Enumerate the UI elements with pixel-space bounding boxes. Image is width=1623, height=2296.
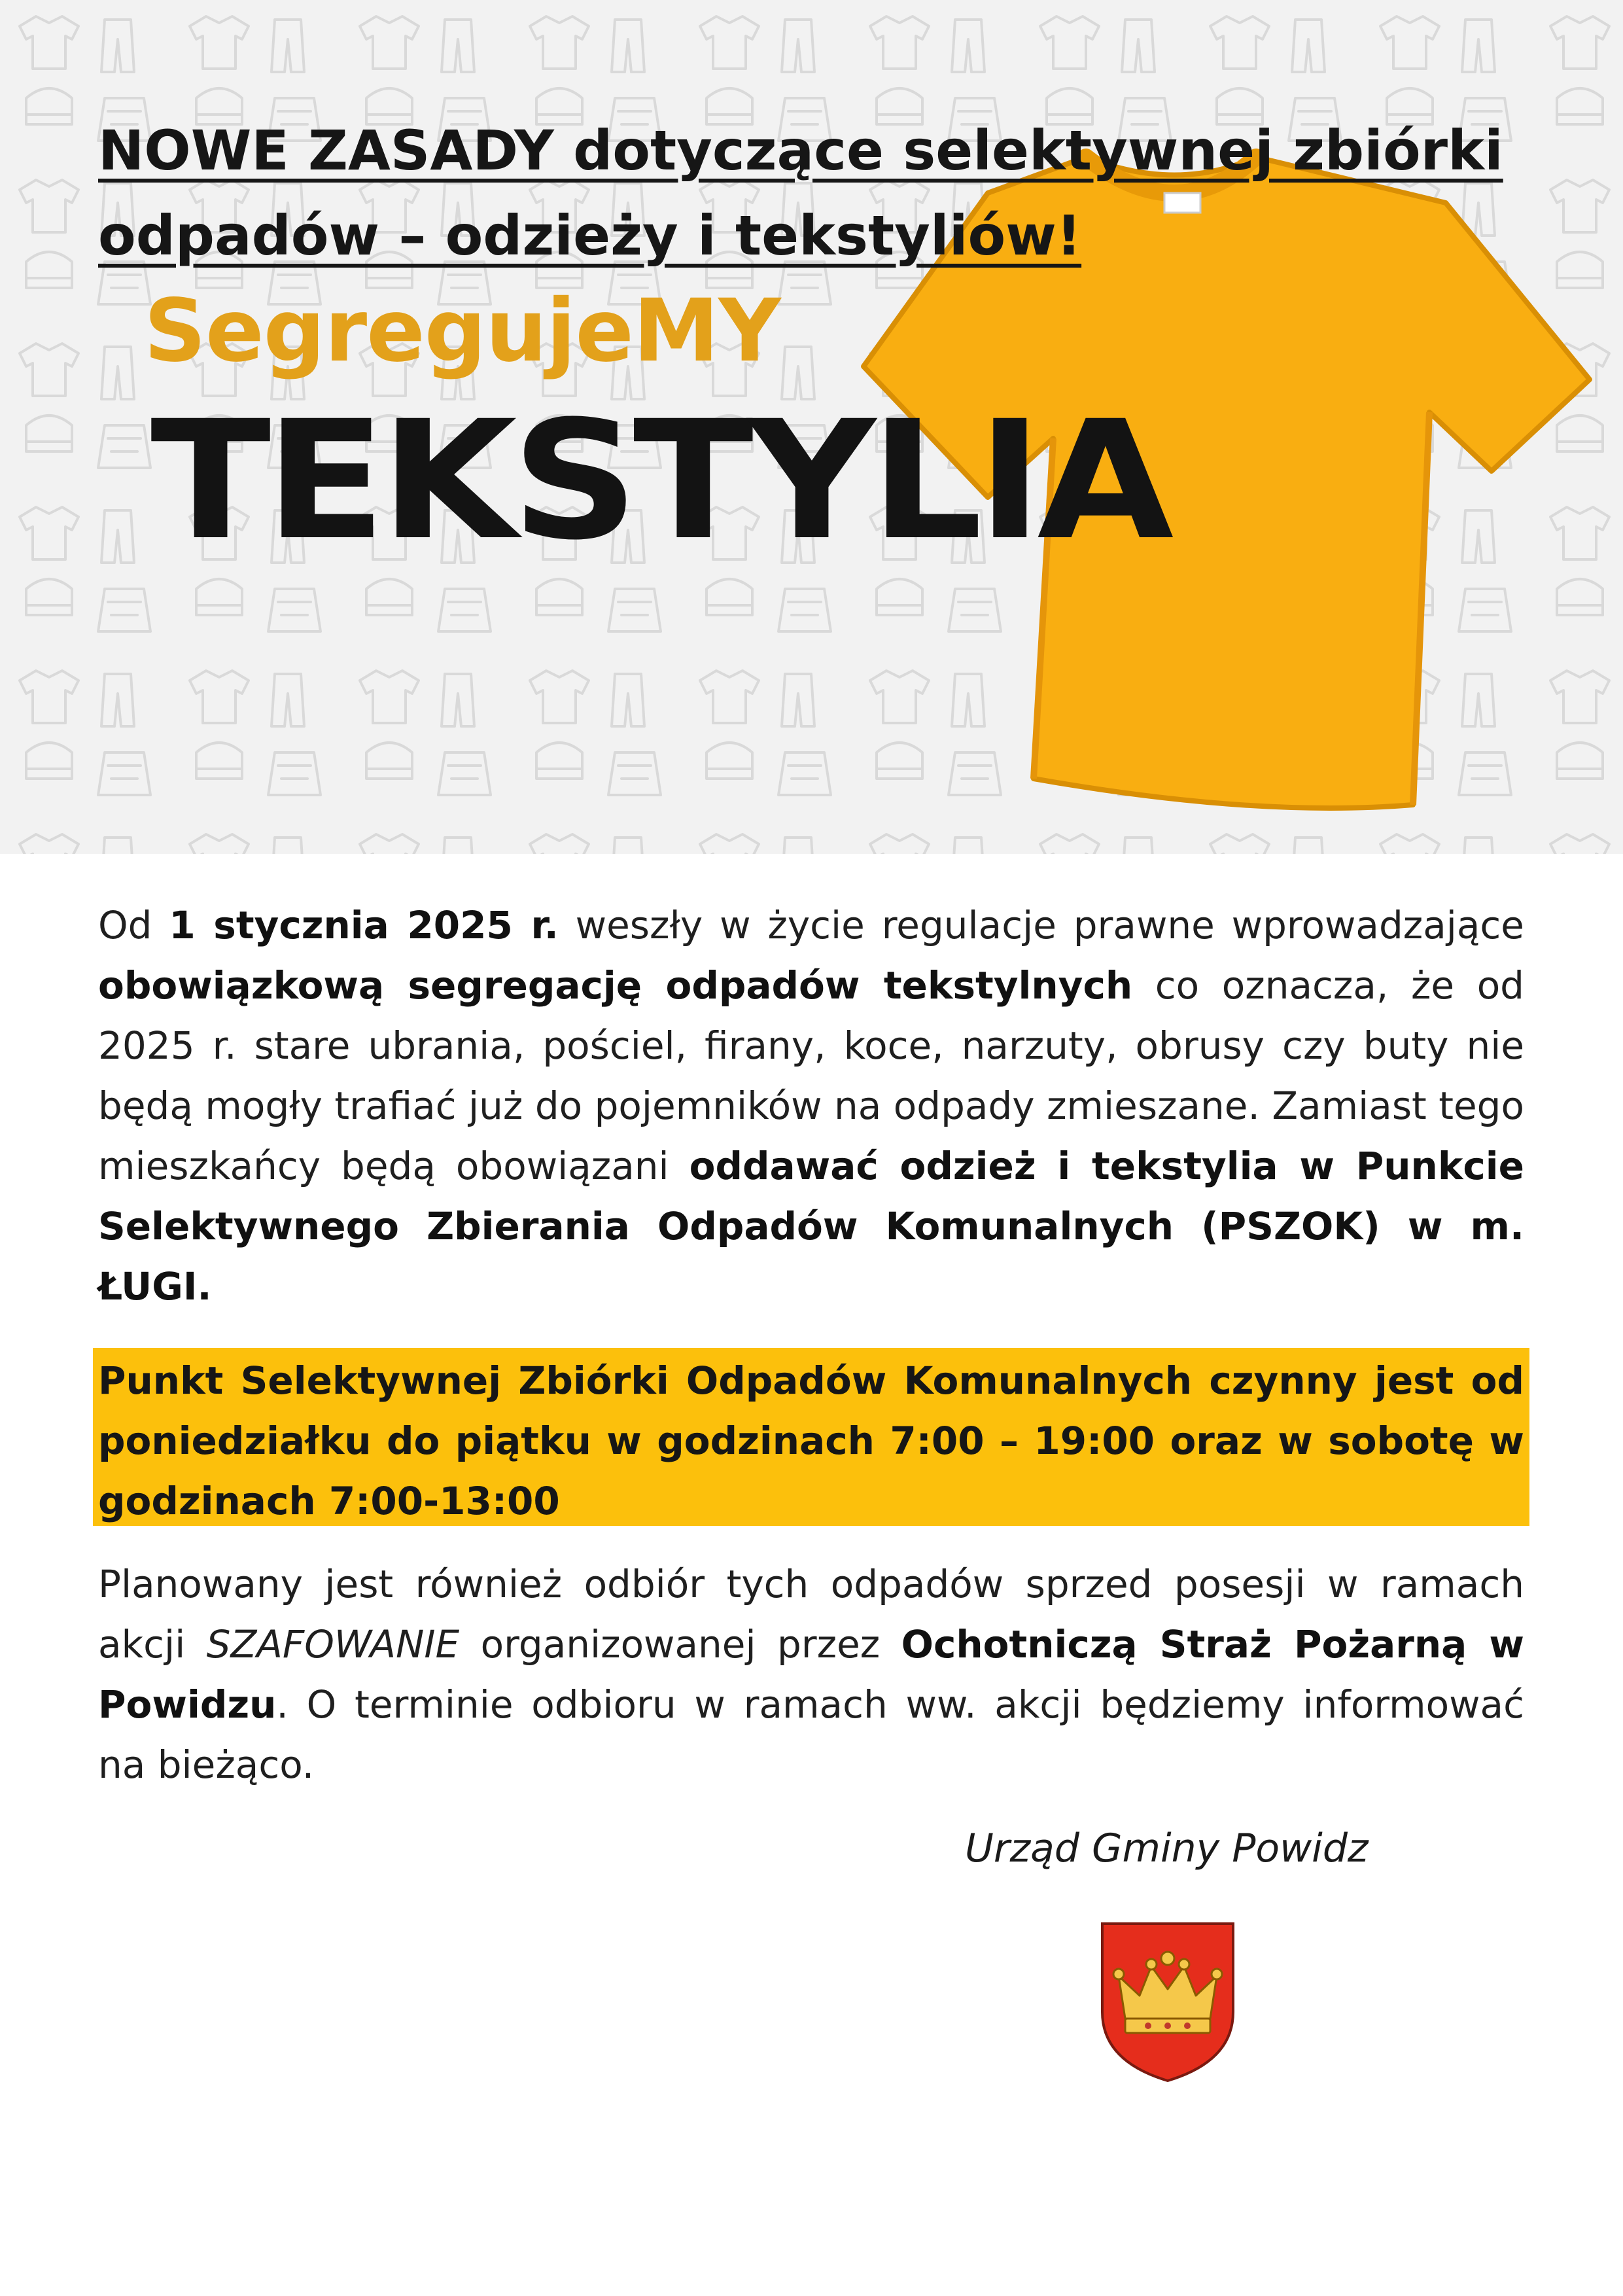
pickup-text-2: organizowanej przez: [459, 1622, 901, 1667]
intro-text-3: co oznacza, że od 2025 r. stare ubrania, pościel, firany, koce, narzuty, obrusy czy buty nie będą mogły trafiać już do pojemników na odpady zmieszane. Zamiast tego mieszkańcy będą obowiązani: [98, 963, 1524, 1188]
pickup-paragraph: [98, 1554, 1524, 1795]
intro-paragraph: [98, 895, 1524, 1316]
opening-hours-box: [93, 1348, 1529, 1526]
pickup-text-1: Planowany jest również odbiór tych odpadów sprzed posesji w ramach akcji: [98, 1562, 1524, 1667]
pickup-text-3: . O terminie odbioru w ramach ww. akcji będziemy informować na bieżąco.: [98, 1682, 1524, 1787]
coat-of-arms-icon: [1099, 1920, 1236, 2084]
logo-tekstylia: TEKSTYLIA: [150, 385, 1168, 576]
pickup-action-name: SZAFOWANIE: [206, 1622, 460, 1667]
opening-hours-text: Punkt Selektywnej Zbiórki Odpadów Komunalnych czynny jest od poniedziałku do piątku w godzinach 7:00 – 19:00 oraz w sobotę w godzinach 7:00-13:00: [98, 1358, 1524, 1523]
hero-banner: [0, 0, 1623, 854]
intro-obligation: obowiązkową segregację odpadów tekstylnych: [98, 963, 1133, 1008]
intro-text-1: Od: [98, 903, 169, 947]
intro-text-2: weszły w życie regulacje prawne wprowadzające: [558, 903, 1524, 947]
intro-instruction: oddawać odzież i tekstylia w Punkcie Selektywnego Zbierania Odpadów Komunalnych (PSZOK) w m. ŁUGI.: [98, 1144, 1524, 1309]
intro-date: 1 stycznia 2025 r.: [169, 903, 559, 947]
signature: Urząd Gminy Powidz: [965, 1826, 1369, 1871]
pickup-organizer: Ochotniczą Straż Pożarną w Powidzu: [98, 1622, 1524, 1727]
page-title: NOWE ZASADY dotyczące selektywnej zbiórki odpadów – odzieży i tekstyliów!: [98, 118, 1503, 268]
logo-segregujemy: SegregujeMY: [144, 281, 780, 381]
